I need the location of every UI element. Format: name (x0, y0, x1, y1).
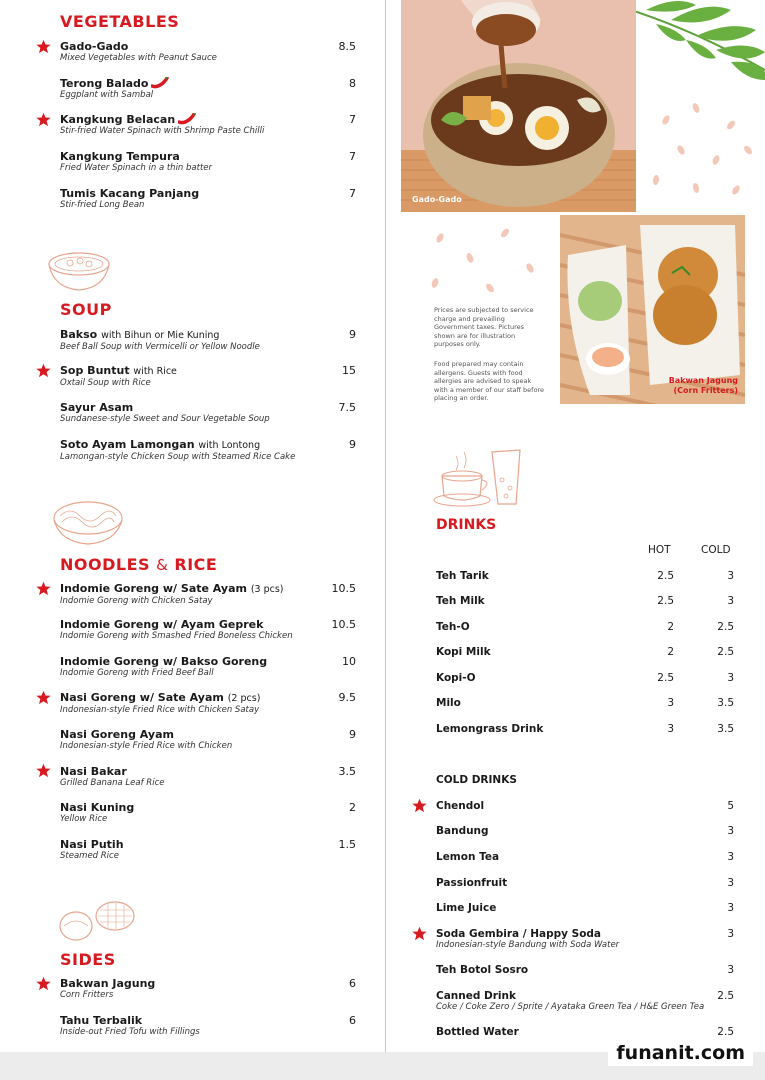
drink-price: 3 (727, 825, 734, 837)
hot-column-header: HOT (648, 544, 671, 556)
drinks-illustration (430, 446, 530, 508)
drink-desc: Coke / Coke Zero / Sprite / Ayataka Green Tea / H&E Green Tea (436, 1002, 705, 1012)
drink-name: Bandung (436, 825, 489, 837)
menu-item-tumis-kacang-panjang (60, 187, 356, 211)
drink-row (436, 570, 734, 582)
item-price: 6 (349, 1014, 356, 1027)
item-name: Indomie Goreng w/ Ayam Geprek (60, 618, 264, 631)
item-price: 1.5 (338, 838, 356, 851)
item-desc: Indonesian-style Fried Rice with Chicken Satay (60, 705, 260, 715)
drink-row (436, 646, 734, 658)
title-part: NOODLES (60, 555, 151, 574)
drink-hot-price: 2.5 (657, 595, 674, 607)
drink-row (436, 928, 734, 951)
drink-cold-price: 3 (727, 570, 734, 582)
item-name: Indomie Goreng w/ Bakso Goreng (60, 655, 268, 668)
drink-hot-price: 2.5 (657, 570, 674, 582)
dots-decoration (420, 218, 555, 298)
menu-item-nasi-bakar (60, 765, 356, 789)
drink-name: Bottled Water (436, 1026, 519, 1038)
item-price: 3.5 (338, 765, 356, 778)
star-icon (36, 976, 51, 991)
drink-price: 3 (727, 928, 734, 940)
star-icon (36, 581, 51, 596)
noodle-bowl-illustration (50, 498, 126, 546)
item-price: 2 (349, 801, 356, 814)
drink-name: Chendol (436, 800, 485, 812)
item-name: Tumis Kacang Panjang (60, 187, 200, 200)
menu-item-soto-ayam-lamongan (60, 438, 356, 463)
drink-price: 3 (727, 877, 734, 889)
item-suffix: with Lontong (198, 440, 261, 451)
drink-hot-price: 2 (667, 621, 674, 633)
gado-gado-image (401, 0, 636, 212)
drink-price: 3 (727, 851, 734, 863)
drink-row (436, 595, 734, 607)
drink-name: Soda Gembira / Happy Soda (436, 928, 602, 940)
item-desc: Stir-fried Long Bean (60, 200, 145, 210)
menu-item-gado-gado (60, 40, 356, 64)
item-suffix: with Bihun or Mie Kuning (101, 330, 220, 341)
item-name: Nasi Goreng w/ Sate Ayam (60, 691, 224, 704)
star-icon (36, 39, 51, 54)
drink-price: 3 (727, 902, 734, 914)
item-price: 9 (349, 438, 356, 451)
star-icon (412, 798, 427, 813)
drink-row (436, 723, 734, 735)
drink-name: Kopi-O (436, 672, 476, 684)
bakwan-jagung-photo (560, 215, 745, 404)
item-name: Sop Buntut (60, 364, 130, 377)
item-price: 9 (349, 328, 356, 341)
item-desc: Indonesian-style Fried Rice with Chicken (60, 741, 233, 751)
item-desc: Lamongan-style Chicken Soup with Steamed Rice Cake (60, 452, 296, 462)
price-disclaimer: Prices are subjected to service charge and prevailing Government taxes. Pictures shown are for illustration purposes only. (434, 306, 534, 348)
star-icon (36, 112, 51, 127)
item-name: Nasi Bakar (60, 765, 127, 778)
item-desc: Grilled Banana Leaf Rice (60, 778, 165, 788)
bakwan-caption (669, 376, 738, 396)
drink-desc: Indonesian-style Bandung with Soda Water (436, 940, 620, 950)
item-name: Soto Ayam Lamongan (60, 438, 195, 451)
item-name: Indomie Goreng w/ Sate Ayam (60, 582, 247, 595)
drink-name: Milo (436, 697, 461, 709)
item-desc: Fried Water Spinach in a thin batter (60, 163, 213, 173)
drink-price: 5 (727, 800, 734, 812)
drink-cold-price: 3.5 (717, 723, 734, 735)
drink-cold-price: 3 (727, 672, 734, 684)
title-amp: & (156, 556, 169, 574)
column-divider (385, 0, 386, 1052)
menu-item-tahu-terbalik (60, 1014, 356, 1038)
drink-name: Lime Juice (436, 902, 497, 914)
drink-cold-price: 3.5 (717, 697, 734, 709)
drink-name: Teh Botol Sosro (436, 964, 529, 976)
item-suffix: with Rice (133, 366, 177, 377)
allergen-disclaimer: Food prepared may contain allergens. Guests with food allergies are advised to speak with a member of our staff before placing an order. (434, 360, 544, 402)
item-price: 8 (349, 77, 356, 90)
drink-name: Lemon Tea (436, 851, 500, 863)
item-price: 15 (342, 364, 356, 377)
drink-name: Teh-O (436, 621, 470, 633)
item-suffix: (2 pcs) (227, 693, 261, 704)
soup-title: SOUP (60, 300, 112, 319)
vegetables-title: VEGETABLES (60, 12, 180, 31)
menu-item-sop-buntut (60, 364, 356, 389)
drink-row (436, 621, 734, 633)
drink-name: Lemongrass Drink (436, 723, 544, 735)
item-desc: Indomie Goreng with Fried Beef Ball (60, 668, 214, 678)
menu-item-indomie-ayam-geprek (60, 618, 356, 642)
item-name: Nasi Putih (60, 838, 124, 851)
menu-item-sayur-asam (60, 401, 356, 425)
menu-item-nasi-kuning (60, 801, 356, 825)
gado-gado-photo (401, 0, 636, 212)
drink-row (436, 1026, 734, 1038)
item-name: Kangkung Belacan (60, 113, 176, 126)
item-name: Nasi Kuning (60, 801, 135, 814)
chili-icon (151, 77, 169, 89)
item-desc: Eggplant with Sambal (60, 90, 154, 100)
menu-item-bakwan-jagung (60, 977, 356, 1001)
drink-name: Canned Drink (436, 990, 516, 1002)
drink-name: Teh Tarik (436, 570, 489, 582)
menu-item-kangkung-tempura (60, 150, 356, 174)
drinks-title: DRINKS (436, 517, 497, 533)
item-name: Bakwan Jagung (60, 977, 156, 990)
menu-item-nasi-goreng-ayam (60, 728, 356, 752)
item-suffix: (3 pcs) (250, 584, 284, 595)
title-part: RICE (174, 555, 218, 574)
drink-name: Kopi Milk (436, 646, 491, 658)
drink-hot-price: 2 (667, 646, 674, 658)
fritters-illustration (58, 898, 138, 944)
item-desc: Oxtail Soup with Rice (60, 378, 151, 388)
item-price: 9.5 (338, 691, 356, 704)
star-icon (36, 763, 51, 778)
drink-row (436, 672, 734, 684)
drink-hot-price: 2.5 (657, 672, 674, 684)
drink-cold-price: 3 (727, 595, 734, 607)
drink-cold-price: 2.5 (717, 646, 734, 658)
menu-item-nasi-goreng-sate-ayam (60, 691, 356, 716)
menu-item-kangkung-belacan (60, 113, 356, 137)
item-price: 10.5 (331, 618, 356, 631)
item-price: 8.5 (338, 40, 356, 53)
item-price: 7 (349, 150, 356, 163)
item-desc: Mixed Vegetables with Peanut Sauce (60, 53, 217, 63)
drink-row (436, 825, 734, 837)
cold-column-header: COLD (701, 544, 731, 556)
noodles-rice-title (60, 555, 217, 574)
item-desc: Yellow Rice (60, 814, 108, 824)
drink-cold-price: 2.5 (717, 621, 734, 633)
item-price: 7.5 (338, 401, 356, 414)
drink-price: 2.5 (717, 990, 734, 1002)
item-price: 10.5 (331, 582, 356, 595)
menu-item-indomie-sate-ayam (60, 582, 356, 607)
item-desc: Indomie Goreng with Chicken Satay (60, 596, 213, 606)
star-icon (36, 690, 51, 705)
drink-row (436, 990, 734, 1013)
drink-name: Teh Milk (436, 595, 485, 607)
item-name: Sayur Asam (60, 401, 134, 414)
item-price: 7 (349, 113, 356, 126)
item-name: Nasi Goreng Ayam (60, 728, 174, 741)
drink-hot-price: 3 (667, 697, 674, 709)
site-watermark: funanit.com (608, 1040, 753, 1066)
drink-price: 2.5 (717, 1026, 734, 1038)
palm-leaf-decoration (636, 0, 765, 205)
drink-row (436, 877, 734, 889)
item-name: Terong Balado (60, 77, 149, 90)
item-price: 10 (342, 655, 356, 668)
star-icon (36, 363, 51, 378)
chili-icon (178, 113, 196, 125)
menu-item-bakso (60, 328, 356, 353)
drink-row (436, 800, 734, 812)
drink-row (436, 851, 734, 863)
item-price: 6 (349, 977, 356, 990)
item-desc: Inside-out Fried Tofu with Fillings (60, 1027, 200, 1037)
drink-row (436, 902, 734, 914)
soup-bowl-illustration (46, 248, 112, 294)
item-price: 9 (349, 728, 356, 741)
item-name: Gado-Gado (60, 40, 129, 53)
caption-line: Bakwan Jagung (668, 376, 738, 385)
item-desc: Beef Ball Soup with Vermicelli or Yellow Noodle (60, 342, 260, 352)
drink-price: 3 (727, 964, 734, 976)
item-name: Bakso (60, 328, 98, 341)
star-icon (412, 926, 427, 941)
caption-line: (Corn Fritters) (673, 386, 738, 395)
drink-row (436, 964, 734, 976)
item-desc: Stir-fried Water Spinach with Shrimp Paste Chilli (60, 126, 265, 136)
menu-item-nasi-putih (60, 838, 356, 862)
item-name: Tahu Terbalik (60, 1014, 143, 1027)
item-desc: Steamed Rice (60, 851, 119, 861)
gado-gado-caption: Gado-Gado (412, 195, 462, 204)
item-desc: Indomie Goreng with Smashed Fried Boneless Chicken (60, 631, 293, 641)
cold-drinks-title: COLD DRINKS (436, 774, 517, 786)
drink-name: Passionfruit (436, 877, 508, 889)
menu-item-terong-balado (60, 77, 356, 101)
item-desc: Sundanese-style Sweet and Sour Vegetable Soup (60, 414, 270, 424)
menu-item-indomie-bakso-goreng (60, 655, 356, 679)
sides-title: SIDES (60, 950, 116, 969)
item-name: Kangkung Tempura (60, 150, 180, 163)
item-price: 7 (349, 187, 356, 200)
drink-row (436, 697, 734, 709)
item-desc: Corn Fritters (60, 990, 114, 1000)
drink-hot-price: 3 (667, 723, 674, 735)
